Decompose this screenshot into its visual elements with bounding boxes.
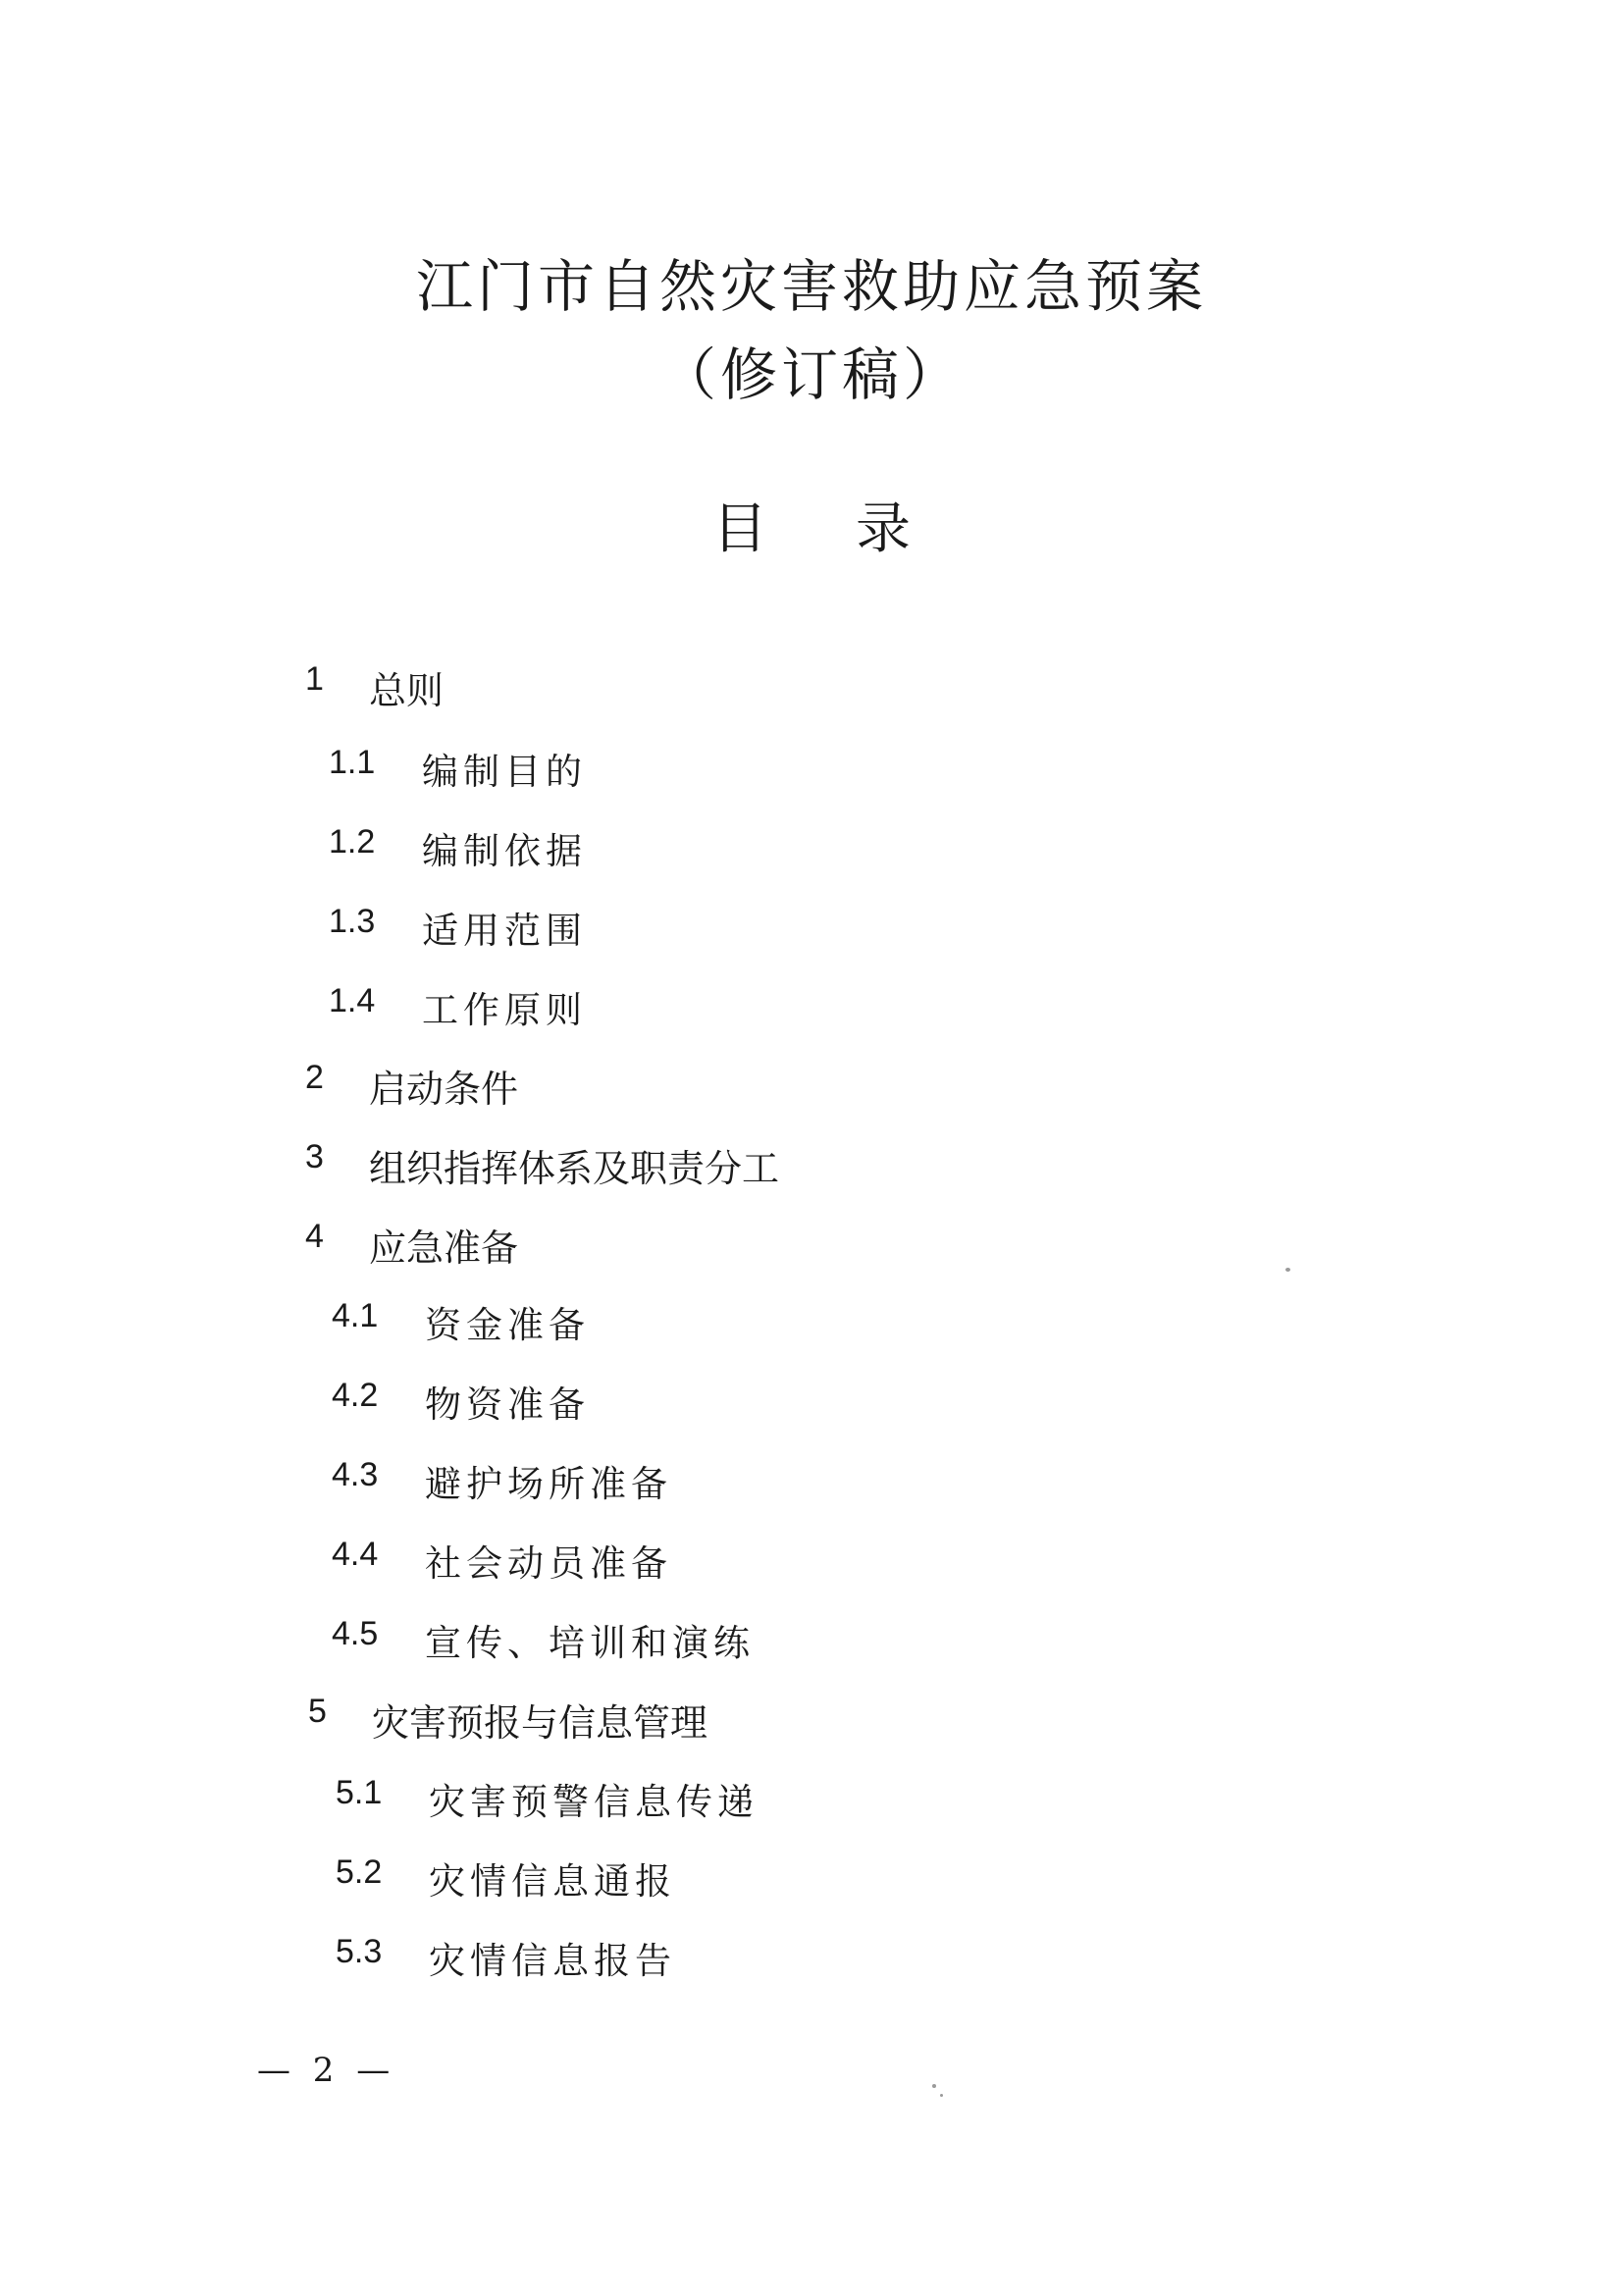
toc-entry-number: 5 <box>308 1693 327 1730</box>
toc-entry-label: 物资准备 <box>425 1383 590 1426</box>
toc-entry-label: 应急准备 <box>369 1226 519 1270</box>
page-number: — 2 — <box>257 2051 396 2090</box>
document-title: 江门市自然灾害救助应急预案 <box>415 253 1207 320</box>
toc-entry-number: 4 <box>305 1218 324 1255</box>
toc-entry-label: 避护场所准备 <box>425 1463 672 1505</box>
toc-entry-label: 组织指挥体系及职责分工 <box>369 1147 780 1190</box>
toc-entry-number: 1 <box>305 660 324 698</box>
toc-entry-number: 4.2 <box>332 1377 379 1414</box>
scan-speck <box>940 2094 943 2097</box>
toc-entry-label: 灾害预报与信息管理 <box>372 1701 708 1745</box>
toc-entry-number: 1.3 <box>329 903 376 940</box>
toc-entry-number: 2 <box>305 1059 324 1096</box>
toc-heading-right: 录 <box>856 497 911 561</box>
toc-entry-number: 5.3 <box>336 1933 383 1970</box>
toc-entry-label: 适用范围 <box>422 910 587 952</box>
toc-entry-number: 5.2 <box>336 1853 383 1891</box>
toc-entry-label: 工作原则 <box>422 989 587 1031</box>
toc-entry-number: 1.4 <box>329 982 376 1019</box>
toc-entry-number: 4.1 <box>332 1297 379 1334</box>
toc-entry-label: 总则 <box>369 669 445 712</box>
toc-entry-label: 编制依据 <box>422 830 587 872</box>
toc-entry-label: 灾情信息通报 <box>429 1860 676 1903</box>
scan-speck <box>932 2084 936 2088</box>
toc-entry-number: 4.4 <box>332 1536 379 1573</box>
toc-entry-number: 4.5 <box>332 1615 379 1652</box>
toc-entry-label: 灾害预警信息传递 <box>429 1781 759 1823</box>
scan-speck <box>1285 1268 1290 1272</box>
toc-entry-number: 1.2 <box>329 823 376 861</box>
toc-entry-number: 4.3 <box>332 1456 379 1493</box>
toc-entry-label: 启动条件 <box>369 1068 519 1111</box>
toc-entry-label: 宣传、培训和演练 <box>425 1622 755 1664</box>
toc-entry-number: 1.1 <box>329 744 376 781</box>
toc-entry-number: 5.1 <box>336 1774 383 1811</box>
toc-entry-label: 社会动员准备 <box>425 1542 672 1585</box>
toc-entry-label: 灾情信息报告 <box>429 1940 676 1982</box>
toc-entry-label: 资金准备 <box>425 1304 590 1346</box>
toc-heading-left: 目 <box>712 497 767 561</box>
document-subtitle: （修订稿） <box>658 341 964 408</box>
toc-entry-label: 编制目的 <box>422 751 587 793</box>
toc-entry-number: 3 <box>305 1138 324 1175</box>
